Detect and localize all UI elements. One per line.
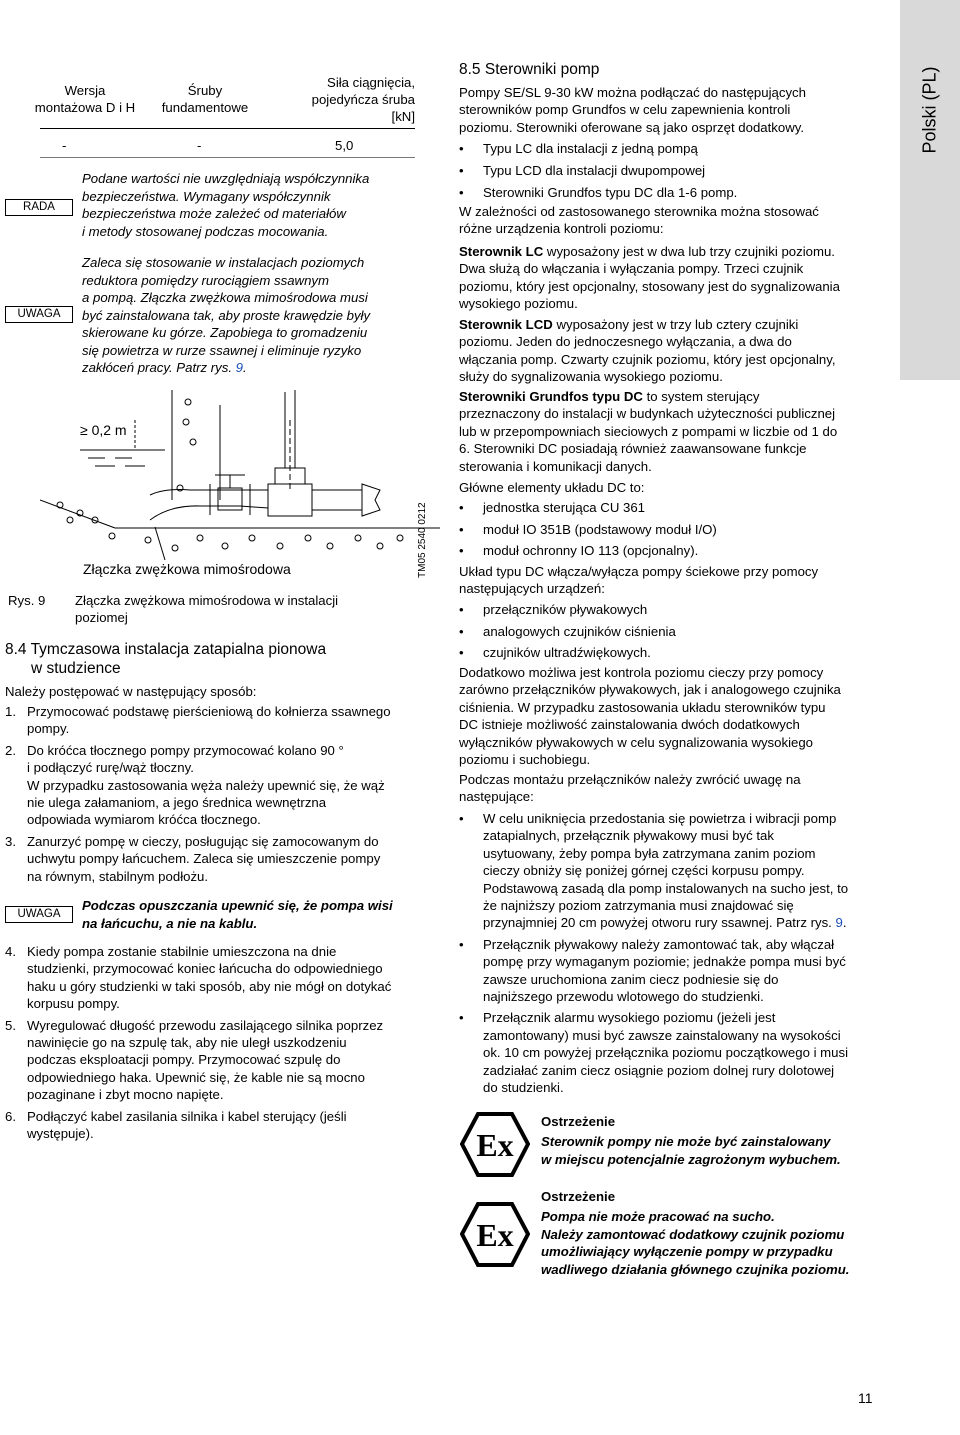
- reducer-installation-figure: [40, 380, 440, 570]
- section-8-4-title: 8.4 Tymczasowa instalacja zatapialna pionowa w studzience: [5, 641, 327, 677]
- section-8-5-title: 8.5 Sterowniki pomp: [459, 61, 600, 78]
- reducer-label: Złączka zwężkowa mimośrodowa: [83, 561, 291, 577]
- lc-description: Sterownik LC wyposażony jest w dwa lub trzy czujniki poziomu. Dwa służą do włączania i wyłączania pompy. Trzeci czujnik poziomu, który jest opcjonalny, stosowany jest do sygnalizowania wysokiego poziomu.: [459, 244, 840, 312]
- table-header-version: Wersja montażowa D i H: [34, 83, 136, 115]
- svg-text:Ex: Ex: [476, 1127, 514, 1163]
- list-item: • przełączników pływakowych: [459, 599, 889, 621]
- figure-ref-link[interactable]: 9: [235, 360, 244, 375]
- table-header-rule: [40, 128, 415, 129]
- step-6: 6. Podłączyć kabel zasilania silnika i kabel sterujący (jeśli występuje).: [5, 1108, 347, 1142]
- list-item: • moduł IO 351B (podstawowy moduł I/O): [459, 519, 889, 541]
- list-item: • Typu LCD dla instalacji dwupompowej: [459, 160, 889, 182]
- table-cell-force: 5,0: [335, 138, 354, 153]
- list-item: • czujników ultradźwiękowych.: [459, 642, 889, 664]
- list-item: • analogowych czujników ciśnienia: [459, 621, 889, 643]
- table-header-force: Siła ciągnięcia, pojedyńcza śruba [kN]: [311, 75, 415, 124]
- figure-code: TM05 2540 0212: [417, 502, 428, 578]
- section-8-4-intro: Należy postępować w następujący sposób:: [5, 684, 257, 699]
- list-item: • Sterowniki Grundfos typu DC dla 1-6 pomp.: [459, 182, 889, 204]
- figure-caption-label: Rys. 9: [8, 593, 46, 608]
- installation-notes-list: [459, 810, 899, 1097]
- section-8-5-p3: Układ typu DC włącza/wyłącza pompy ściekowe przy pomocy następujących urządzeń:: [459, 564, 819, 597]
- lcd-description: Sterownik LCD wyposażony jest w trzy lub cztery czujniki poziomu. Jeden do jednoczesnego wyłączania, a dwa do włączania pomp. Czwarty czujnik poziomu, który jest opcjonalny, służy do sygnalizowania wysokiego poziomu.: [459, 317, 836, 385]
- list-item: • Przełącznik pływakowy należy zamontować tak, aby włączał pompę przy wymaganym poziomie; jednakże pompa musi być zawsze uruchomiona zanim ciecz podniesie się do najniższego przewodu wlotowego do studzienki.: [459, 936, 899, 1006]
- caution-badge: UWAGA: [5, 306, 73, 323]
- depth-label: ≥ 0,2 m: [80, 422, 127, 438]
- section-8-5-p4: Dodatkowo możliwa jest kontrola poziomu cieczy przy pomocy zarówno przełączników pływakowych, jak i analogowego czujnika ciśnienia. W przypadku zastosowania układu sterowników typu DC istnieje możliwość zainstalowania dwóch dodatkowych wyłączników pływakowych w celu sygnalizowania wysokiego poziomu i suchobiegu.: [459, 665, 841, 768]
- list-item: • W celu uniknięcia przedostania się powietrza i wibracji pomp zatapialnych, przełącznik pływakowy musi być tak usytuowany, żeby pompa była zatrzymana zanim poziom cieczy obniży się poniżej górnej części korpusu pompy. Podstawową zasadą dla pomp instalowanych na sucho jest, to że najniższy poziom zatrzymania musi znajdować się przynajmniej 20 cm powyżej otworu rury ssawnej. Patrz rys. 9.: [459, 810, 899, 932]
- language-tab: [900, 0, 960, 380]
- figure-ref-link-2[interactable]: 9: [835, 915, 843, 931]
- advice-badge: RADA: [5, 199, 73, 216]
- list-item: • Typu LC dla instalacji z jedną pompą: [459, 138, 889, 160]
- step-5: 5. Wyregulować długość przewodu zasilającego silnika poprzez nawinięcie go na szpulę tak, aby nie uległ uszkodzeniu podczas eksploatacji pompy. Przymocować szpulę do odpowiedniego haka. Upewnić się, że kable nie są mocno pozaginane i zbyt mocno napięte.: [5, 1017, 384, 1103]
- dc-description: Sterowniki Grundfos typu DC to system sterujący przeznaczony do instalacji w budynkach użyteczności publicznej lub w przepompowniach sieciowych z pompami w liczbie od 1 do 6. Sterowniki DC posiadają również zaawansowane funkcje sterowania i komunikacji danych.: [459, 389, 838, 474]
- section-8-4-steps: [5, 703, 420, 885]
- section-8-5-p5: Podczas montażu przełączników należy zwrócić uwagę na następujące:: [459, 772, 801, 805]
- switch-types-list: [459, 599, 889, 664]
- warning-2: Ostrzeżenie Pompa nie może pracować na sucho. Należy zamontować dodatkowy czujnik poziomu umożliwiający wyłączenie pompy w przypadku wadliwego działania głównego czujnika poziomu.: [541, 1189, 850, 1277]
- figure-caption: Złączka zwężkowa mimośrodowa w instalacji poziomej: [75, 593, 339, 626]
- list-item: • Przełącznik alarmu wysokiego poziomu (jeżeli jest zamontowany) musi być zawsze zainstalowany na wysokości ok. 10 cm powyżej przełącznika poziomu początkowego i musi zadziałać zanim ciecz osiągnie poziom dolnej rury dolotowej do studzienki.: [459, 1009, 899, 1096]
- section-8-4-steps-2: [5, 943, 420, 1142]
- dc-elements-intro: Główne elementy układu DC to:: [459, 480, 645, 495]
- ex-hazard-icon: [460, 1112, 530, 1177]
- page-number: 11: [858, 1390, 873, 1406]
- svg-text:Ex: Ex: [476, 1217, 514, 1253]
- caution-note: Zaleca się stosowanie w instalacjach poziomych reduktora pomiędzy rurociągiem ssawnym a pompą. Złączka zwężkowa mimośrodowa musi być zainstalowana tak, aby proste krawędzie były skierowane ku górze. Zapobiega to gromadzeniu się powietrza w rurze ssawnej i eliminuje ryzyko zakłóceń pracy. Patrz rys. 9.: [82, 255, 371, 375]
- step-1: 1. Przymocować podstawę pierścieniową do kołnierza ssawnego pompy.: [5, 704, 391, 737]
- warning-1: Ostrzeżenie Sterownik pompy nie może być zainstalowany w miejscu potencjalnie zagrożonym wybuchem.: [541, 1114, 841, 1167]
- table-cell-version: -: [62, 138, 67, 153]
- dc-elements-list: [459, 497, 889, 562]
- table-bottom-rule: [40, 157, 415, 158]
- step-3: 3. Zanurzyć pompę w cieczy, posługując się zamocowanym do uchwytu pompy łańcuchem. Zaleca się umieszczenie pompy na równym, stabilnym podłożu.: [5, 833, 381, 884]
- ex-hazard-icon: [460, 1202, 530, 1267]
- list-item: • moduł ochronny IO 113 (opcjonalny).: [459, 540, 889, 562]
- step-2: 2. Do króćca tłocznego pompy przymocować kolano 90 ° i podłączyć rurę/wąż tłoczny. W przypadku zastosowania węża należy upewnić się, że wąż nie ulega załamaniom, a jego średnica wewnętrzna odpowiada wymiarom króćca tłocznego.: [5, 742, 385, 828]
- section-8-5-intro: Pompy SE/SL 9-30 kW można podłączać do następujących sterowników pomp Grundfos w celu zapewnienia kontroli poziomu. Sterowniki oferowane są jako osprzęt dodatkowy.: [459, 85, 806, 135]
- section-8-5-p2: W zależności od zastosowanego sterownika można stosować różne urządzenia kontroli poziomu:: [459, 204, 819, 237]
- caution-badge-2: UWAGA: [5, 906, 73, 923]
- language-tab-label: Polski (PL): [919, 66, 940, 154]
- chain-warning: Podczas opuszczania upewnić się, że pompa wisi na łańcuchu, a nie na kablu.: [82, 898, 393, 931]
- controller-types-list: [459, 138, 889, 204]
- step-4: 4. Kiedy pompa zostanie stabilnie umieszczona na dnie studzienki, przymocować koniec łańcucha do odpowiedniego haku u góry studzienki w taki sposób, aby nie mógł on dotykać korpusu pompy.: [5, 944, 392, 1012]
- list-item: • jednostka sterująca CU 361: [459, 497, 889, 519]
- advice-note: Podane wartości nie uwzględniają współczynnika bezpieczeństwa. Wymagany współczynnik bezpieczeństwa może zależeć od materiałów i metody stosowanej podczas mocowania.: [82, 171, 370, 239]
- table-cell-bolts: -: [197, 138, 202, 153]
- table-header-bolts: Śruby fundamentowe: [161, 83, 249, 115]
- valve: [218, 488, 242, 510]
